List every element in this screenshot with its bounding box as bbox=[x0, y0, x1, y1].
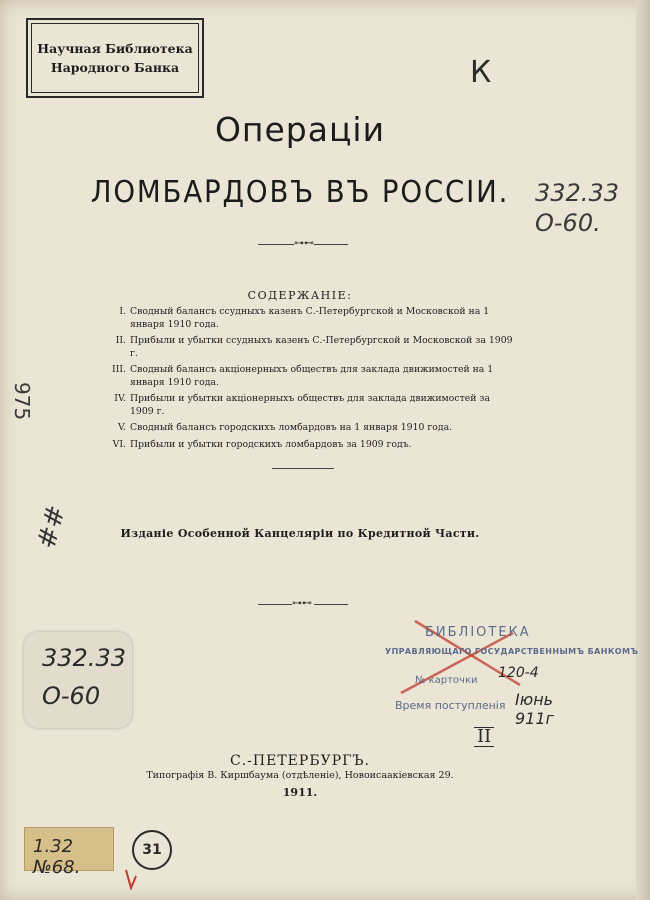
library-stamp-line1: Научная Библиотека bbox=[37, 41, 193, 56]
call-number-line1: 332.33 bbox=[535, 179, 619, 207]
toc-item bbox=[104, 335, 514, 360]
accession-stamp-title: БИБЛІОТЕКА bbox=[425, 625, 531, 640]
handwritten-roman-numeral: II bbox=[474, 727, 494, 747]
title-line1: Операціи bbox=[214, 110, 386, 149]
imprint-year: 1911. bbox=[282, 786, 318, 799]
library-ownership-stamp bbox=[26, 18, 204, 98]
title-line2: ЛОМБАРДОВЪ ВЪ РОССІИ. bbox=[90, 175, 510, 210]
toc-item bbox=[104, 422, 514, 435]
accession-date-label: Время поступленія bbox=[395, 699, 506, 712]
toc-item-number: III. bbox=[112, 364, 126, 375]
accession-date-value: Іюнь 911г bbox=[515, 690, 554, 728]
toc-item-text: Сводный балансъ городскихъ ломбардовъ на 1 января 1910 года. bbox=[130, 422, 453, 433]
library-stamp-line2: Народного Банка bbox=[50, 60, 180, 75]
shelf-call-number-card bbox=[24, 632, 132, 728]
toc-item-text: Сводный балансъ ссудныхъ казенъ С.-Петербургской и Московской на 1 января 1910 года. bbox=[130, 306, 490, 330]
toc-item-number: I. bbox=[119, 306, 126, 317]
toc-item-number: II. bbox=[115, 335, 126, 346]
handwritten-hash-mark: ## bbox=[31, 502, 72, 552]
toc-item-text: Сводный балансъ акціонерныхъ обществъ для заклада движимостей на 1 января 1910 года. bbox=[130, 364, 494, 388]
ornament-divider-middle bbox=[272, 464, 334, 474]
circled-number-mark: 31 bbox=[132, 830, 172, 870]
shelf-label-sticker bbox=[24, 827, 114, 878]
imprint-printer: Типографія В. Киршбаума (отдѣленіе), Новоисаакіевская 29. bbox=[146, 770, 454, 781]
imprint-city: С.-ПЕТЕРБУРГЪ. bbox=[230, 753, 370, 769]
ornament-divider-top: ⊶⊷ bbox=[258, 240, 348, 250]
red-tick-mark bbox=[124, 868, 138, 890]
accession-card-number: 120-4 bbox=[498, 665, 539, 681]
toc-item-text: Прибыли и убытки ссудныхъ казенъ С.-Петербургской и Московской за 1909 г. bbox=[130, 335, 513, 359]
toc-item bbox=[104, 393, 514, 418]
card-call-line2: O-60 bbox=[42, 682, 101, 710]
toc-item bbox=[104, 306, 514, 331]
handwritten-side-number: 975 bbox=[10, 382, 34, 421]
handwritten-letter: К bbox=[470, 55, 492, 90]
toc-item-text: Прибыли и убытки городскихъ ломбардовъ за 1909 годъ. bbox=[130, 438, 412, 450]
card-call-line1: 332.33 bbox=[42, 644, 126, 672]
toc-item-text: Прибыли и убытки акціонерныхъ обществъ для заклада движимостей за 1909 г. bbox=[130, 393, 490, 417]
ornament-divider-bottom: ⊶⊷ bbox=[258, 600, 348, 610]
publisher-line: Изданіе Особенной Канцеляріи по Кредитной Части. bbox=[120, 527, 480, 540]
toc-item-number: V. bbox=[117, 422, 126, 433]
toc-item bbox=[104, 364, 514, 389]
page-spine-shadow bbox=[636, 0, 650, 900]
table-of-contents bbox=[104, 306, 514, 455]
accession-card-label: № карточки bbox=[415, 675, 478, 686]
library-stamp-inner bbox=[31, 23, 199, 93]
toc-item-number: IV. bbox=[114, 393, 126, 404]
toc-item-number: VI. bbox=[112, 438, 126, 450]
contents-heading: СОДЕРЖАНІЕ: bbox=[247, 289, 353, 302]
toc-item bbox=[104, 439, 514, 452]
accession-stamp-subtitle: УПРАВЛЯЮЩАГО ГОСУДАРСТВЕННЫМЪ БАНКОМЪ bbox=[385, 647, 639, 656]
call-number-line2: O-60. bbox=[535, 209, 601, 237]
shelf-label-code: 1.32 №68. bbox=[33, 836, 81, 878]
